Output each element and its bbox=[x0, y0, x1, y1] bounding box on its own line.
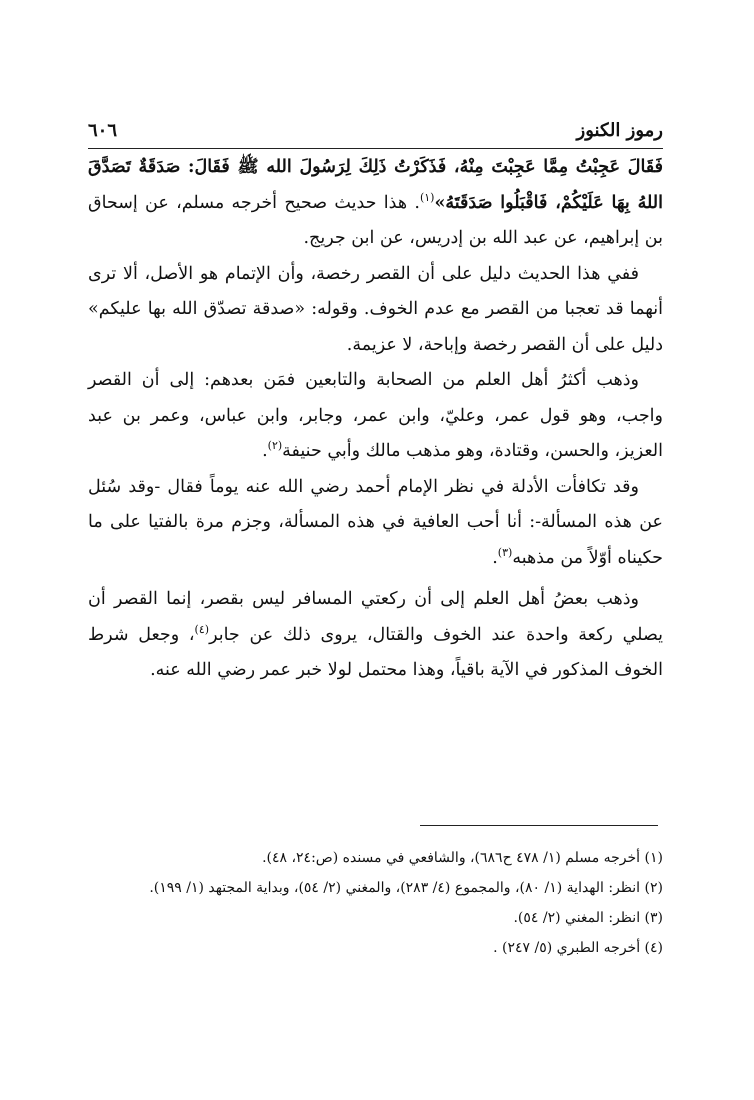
footnote-3: (٣) انظر: المغني (٢/ ٥٤). bbox=[513, 910, 663, 926]
footnote-ref-2[interactable]: (٢) bbox=[267, 439, 283, 453]
footnote-2: (٢) انظر: الهداية (١/ ٨٠)، والمجموع (٤/ ٢٨٣)، والمغني (٢/ ٥٤)، وبداية المجتهد (١/ ١٩٩). bbox=[149, 880, 663, 896]
paragraph-5-text-2: ، وجعل شرط الخوف المذكور في الآية باقياً، وهذا محتمل لولا خبر عمر رضي الله عنه. bbox=[88, 624, 663, 680]
paragraph-4-text: وقد تكافأت الأدلة في نظر الإمام أحمد رضي الله عنه يوماً فقال -وقد سُئل عن هذه المسألة-: أنا أحب العافية في هذه المسألة، وجزم مرة بالفتيا على ما حكيناه أوّلاً من مذهبه bbox=[88, 476, 663, 568]
paragraph-2 bbox=[88, 257, 663, 364]
page-number: ٦٠٦ bbox=[88, 120, 118, 141]
main-text bbox=[88, 150, 663, 689]
paragraph-3 bbox=[88, 363, 663, 470]
header-rule bbox=[88, 148, 663, 149]
footnote-separator bbox=[420, 825, 658, 826]
paragraph-5 bbox=[88, 582, 663, 689]
paragraph-4-end: . bbox=[492, 547, 498, 568]
footnote-ref-4[interactable]: (٤) bbox=[194, 622, 210, 636]
footnote-ref-1[interactable]: (١) bbox=[419, 190, 435, 204]
footnote-4: (٤) أخرجه الطبري (٥/ ٢٤٧) . bbox=[493, 940, 663, 956]
paragraph-5-text-1: وذهب بعضُ أهل العلم إلى أن ركعتي المسافر ليس بقصر، إنما القصر أن يصلي ركعة واحدة عند الخوف والقتال، يروى ذلك عن جابر bbox=[88, 589, 664, 645]
paragraph-4 bbox=[88, 470, 663, 577]
paragraph-3-text: وذهب أكثرُ أهل العلم من الصحابة والتابعين فمَن بعدهم: إلى أن القصر واجب، وهو قول عمر، وعليّ، وابن عمر، وجابر، وابن عباس، وعمر بن عبد العزيز، والحسن، وقتادة، وهو مذهب مالك وأبي حنيفة bbox=[88, 370, 663, 461]
hadith-quote: فَقَالَ عَجِبْتُ مِمَّا عَجِبْتَ مِنْهُ، فَذَكَرْتُ ذَلِكَ لِرَسُولَ الله ﷺ فَقَالَ: صَدَقَةٌ تَصَدَّقَ اللهُ بِهَا عَلَيْكُمْ، فَاقْبَلُوا صَدَقَتَهُ» bbox=[88, 157, 663, 213]
paragraph-1 bbox=[88, 150, 663, 257]
running-header bbox=[88, 116, 663, 148]
footnote-ref-3[interactable]: (٣) bbox=[497, 545, 513, 559]
header-title: رموز الكنوز bbox=[576, 120, 663, 141]
paragraph-1-rest: . هذا حديث صحيح أخرجه مسلم، عن إسحاق بن إبراهيم، عن عبد الله بن إدريس، عن ابن جريج. bbox=[88, 192, 663, 248]
paragraph-2-text: ففي هذا الحديث دليل على أن القصر رخصة، وأن الإتمام هو الأصل، ألا ترى أنهما قد تعجبا من القصر مع عدم الخوف. وقوله: «صدقة تصدّق الله بها عليكم» دليل على أن القصر رخصة وإباحة، لا عزيمة. bbox=[88, 263, 663, 355]
footnotes bbox=[88, 843, 663, 963]
paragraph-3-end: . bbox=[262, 441, 268, 461]
footnote-1: (١) أخرجه مسلم (١/ ٤٧٨ ح٦٨٦)، والشافعي في مسنده (ص:٢٤، ٤٨). bbox=[262, 850, 663, 866]
